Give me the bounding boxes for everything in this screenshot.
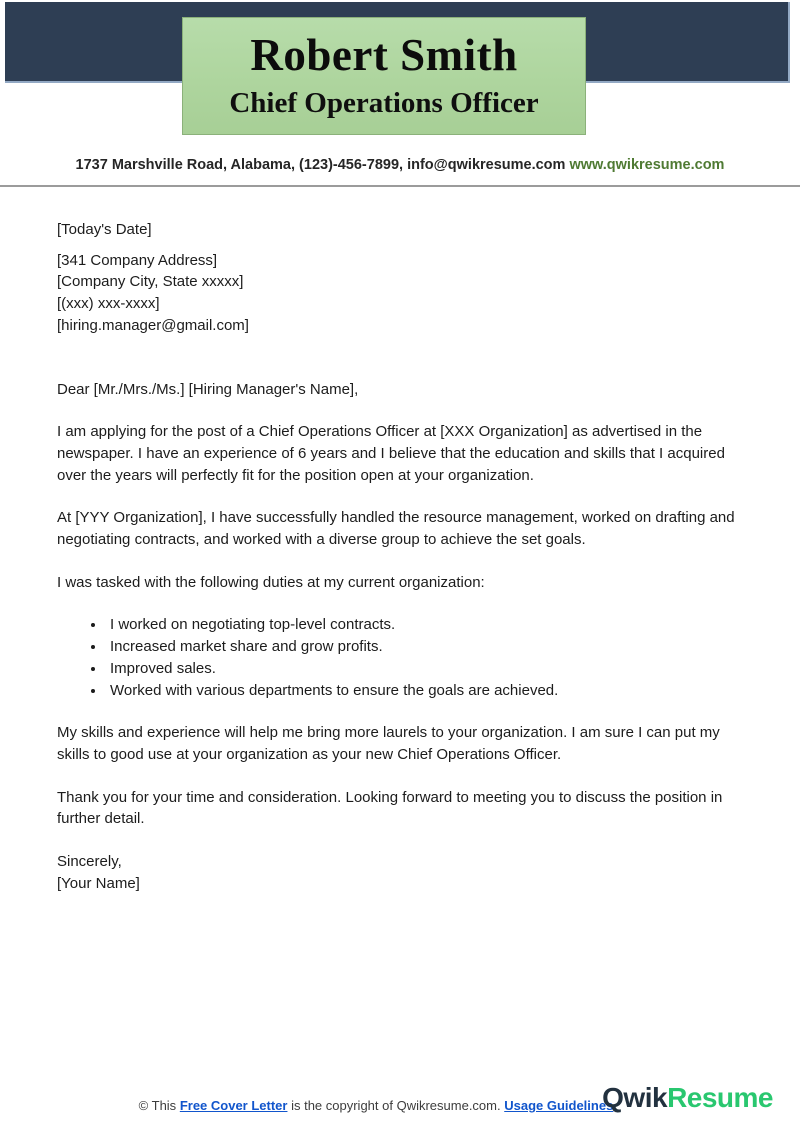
duty-item: • Improved sales.: [106, 658, 743, 680]
copyright-middle: is the copyright of Qwikresume.com.: [287, 1098, 505, 1113]
contact-line: [0, 157, 800, 173]
paragraph-skills: My skills and experience will help me bring more laurels to your organization. I am sure I can put my skills to good use at your organization as your new Chief Operations Officer.: [57, 724, 720, 763]
company-address-line: [Company City, State xxxxx]: [57, 273, 244, 291]
logo-qwik-text: Qwik: [602, 1082, 668, 1113]
paragraph-intro: I am applying for the post of a Chief Operations Officer at [XXX Organization] as advertised in the newspaper. I have an experience of 6 years and I believe that the education and skills that I acquired over the years will perfectly fit for the position open at your organization.: [57, 423, 725, 484]
company-address-line: [hiring.manager@gmail.com]: [57, 316, 249, 334]
paragraph-experience: At [YYY Organization], I have successfully handled the resource management, worked on drafting and negotiating contracts, and worked with a diverse group to achieve the set goals.: [57, 509, 735, 549]
name-box: [182, 17, 586, 135]
usage-guidelines-link[interactable]: Usage Guidelines: [504, 1098, 614, 1113]
header-divider: [0, 185, 800, 187]
letter-date: [Today's Date]: [57, 221, 152, 238]
duty-item: • Worked with various departments to ensure the goals are achieved.: [106, 680, 743, 702]
free-cover-letter-link[interactable]: Free Cover Letter: [179, 1098, 288, 1113]
duties-list: [57, 614, 743, 701]
duty-item: • I worked on negotiating top-level contracts.: [106, 614, 743, 636]
signoff-block: [57, 851, 743, 894]
salutation: Dear [Mr./Mrs./Ms.] [Hiring Manager's Name],: [57, 380, 359, 398]
logo-resume-text: Resume: [667, 1082, 773, 1113]
company-address-block: [57, 250, 743, 337]
contact-info: 1737 Marshville Road, Alabama, (123)-456-7899, info@qwikresume.com: [75, 157, 566, 173]
company-address-line: [(xxx) xxx-xxxx]: [57, 295, 160, 313]
paragraph-duties-lead: I was tasked with the following duties at my current organization:: [57, 573, 485, 591]
duty-item: • Increased market share and grow profits.: [106, 636, 743, 658]
person-title: Chief Operations Officer: [229, 87, 539, 119]
person-name: Robert Smith: [250, 30, 518, 80]
copyright-prefix: © This: [138, 1098, 180, 1113]
signature-placeholder: [Your Name]: [57, 874, 140, 892]
paragraph-thanks: Thank you for your time and consideration. Looking forward to meeting you to discuss the position in further detail.: [57, 788, 723, 828]
letter-body: [57, 219, 743, 894]
company-address-line: [341 Company Address]: [57, 251, 218, 269]
website-link[interactable]: www.qwikresume.com: [569, 157, 725, 173]
signoff: Sincerely,: [57, 853, 122, 871]
qwikresume-logo[interactable]: [602, 1082, 773, 1114]
